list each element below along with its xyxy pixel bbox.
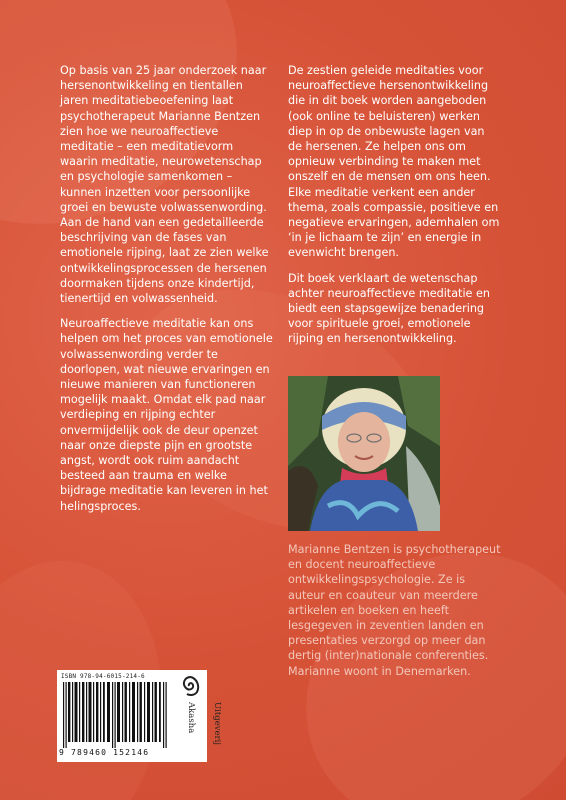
- author-portrait-image: [288, 376, 440, 531]
- author-bio: Marianne Bentzen is psychotherapeut en docent neuroaffectieve ontwikkelingspsychologie. Ze is auteur en coauteur van meerdere artikelen en boeken en heeft lesgegeven in zeventien landen en presentaties verzorgd op meer dan dertig (inter)nationale conferenties. Marianne woont in Denemarken.: [288, 543, 501, 678]
- barcode-panel: [57, 670, 222, 762]
- right-paragraph-2: Dit boek verklaart de wetenschap achter neuroaffectieve meditatie en biedt een stapsgewijze benadering voor spirituele groei, emotionele rijping en hersenontwikkeling.: [288, 271, 490, 346]
- left-text-column: [60, 63, 274, 524]
- isbn-label: ISBN 978-94-6015-214-6: [61, 673, 145, 680]
- barcode-number: 9 789460 152146: [59, 748, 150, 757]
- left-paragraph-1: Op basis van 25 jaar onderzoek naar hersenontwikkeling en tientallen jaren meditatiebeoefening laat psychotherapeut Marianne Bentzen zien hoe we neuroaffectieve meditatie – een meditatievorm waarin meditatie, neurowetenschap en psychologie samenkomen – kunnen inzetten voor persoonlijke groei en bewuste volwassenwording. Aan de hand van een gedetailleerde beschrijving van de fases van emotionele rijping, laat ze zien welke ontwikkelingsprocessen de hersenen doormaken tijdens onze kindertijd, tienertijd en volwassenheid.: [60, 64, 269, 306]
- barcode-bars: [61, 682, 171, 748]
- publisher-mark: [177, 672, 222, 760]
- right-paragraph-1: De zestien geleide meditaties voor neuroaffectieve hersenontwikkeling die in dit boek worden aangeboden (ook online te beluisteren) werken diep in op de onbewuste lagen van de hersenen. Ze helpen ons om opnieuw verbinding te maken met onszelf en de mensen om ons heen. Elke meditatie verkent een ander thema, zoals compassie, positieve en negatieve ervaringen, ademhalen om ‘in je lichaam te zijn’ en energie in evenwicht brengen.: [288, 64, 500, 260]
- left-paragraph-2: Neuroaffectieve meditatie kan ons helpen om het proces van emotionele volwassenwording verder te doorlopen, wat nieuwe ervaringen en nieuwe manieren van functioneren mogelijk maakt. Omdat elk pad naar verdieping en rijping echter onvermijdelijk ook de deur openzet naar onze diepste pijn en grootste angst, wordt ook ruim aandacht besteed aan trauma en welke bijdrage meditatie kan leveren in het helingsproces.: [60, 317, 273, 513]
- publisher-name: Uitgeverij Akasha: [186, 702, 222, 746]
- akasha-swirl-logo-icon: [179, 674, 203, 698]
- right-text-column: [288, 63, 502, 357]
- author-photo: [288, 376, 440, 531]
